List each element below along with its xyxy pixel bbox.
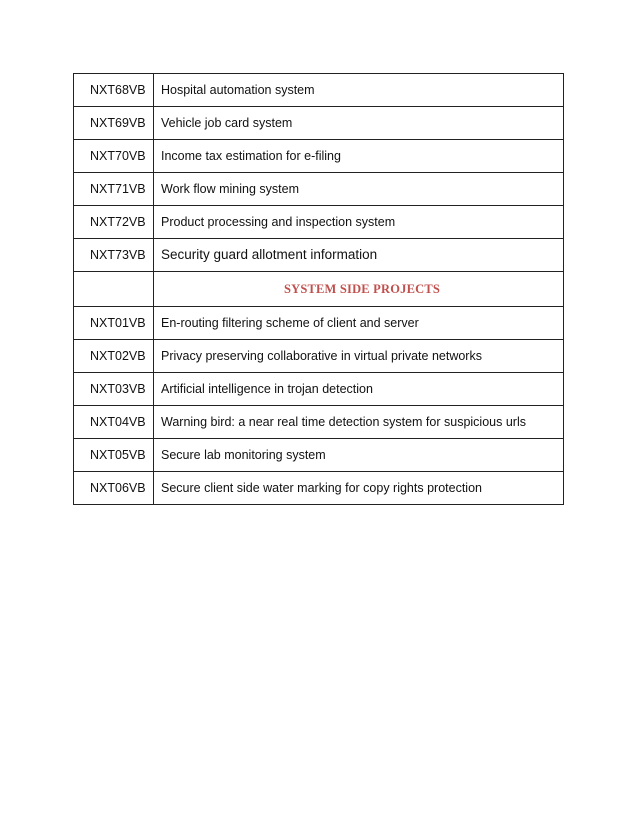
table-row	[74, 307, 564, 340]
table-row	[74, 173, 564, 206]
project-code: NXT02VB	[74, 340, 154, 373]
empty-cell	[74, 272, 154, 307]
project-code: NXT69VB	[74, 107, 154, 140]
project-title: En-routing filtering scheme of client and server	[154, 307, 564, 340]
project-title: Artificial intelligence in trojan detection	[154, 373, 564, 406]
project-title: Vehicle job card system	[154, 107, 564, 140]
table-row	[74, 340, 564, 373]
project-table	[73, 73, 564, 505]
project-code: NXT72VB	[74, 206, 154, 239]
project-title: Secure lab monitoring system	[154, 439, 564, 472]
project-title: Warning bird: a near real time detection system for suspicious urls	[154, 406, 564, 439]
table-row	[74, 140, 564, 173]
project-title: Secure client side water marking for copy rights protection	[154, 472, 564, 505]
table-row	[74, 107, 564, 140]
project-code: NXT04VB	[74, 406, 154, 439]
project-title: Work flow mining system	[154, 173, 564, 206]
table-row	[74, 206, 564, 239]
section-title: SYSTEM SIDE PROJECTS	[154, 272, 564, 307]
project-title: Privacy preserving collaborative in virtual private networks	[154, 340, 564, 373]
project-code: NXT05VB	[74, 439, 154, 472]
project-title: Security guard allotment information	[154, 239, 564, 272]
section-row	[74, 272, 564, 307]
project-code: NXT71VB	[74, 173, 154, 206]
project-code: NXT68VB	[74, 74, 154, 107]
project-code: NXT01VB	[74, 307, 154, 340]
table-row	[74, 439, 564, 472]
project-code: NXT06VB	[74, 472, 154, 505]
project-title: Income tax estimation for e-filing	[154, 140, 564, 173]
project-code: NXT73VB	[74, 239, 154, 272]
project-title: Hospital automation system	[154, 74, 564, 107]
table-row	[74, 373, 564, 406]
table-row	[74, 74, 564, 107]
project-title: Product processing and inspection system	[154, 206, 564, 239]
project-code: NXT70VB	[74, 140, 154, 173]
table-row	[74, 406, 564, 439]
table-row	[74, 239, 564, 272]
project-code: NXT03VB	[74, 373, 154, 406]
table-row	[74, 472, 564, 505]
